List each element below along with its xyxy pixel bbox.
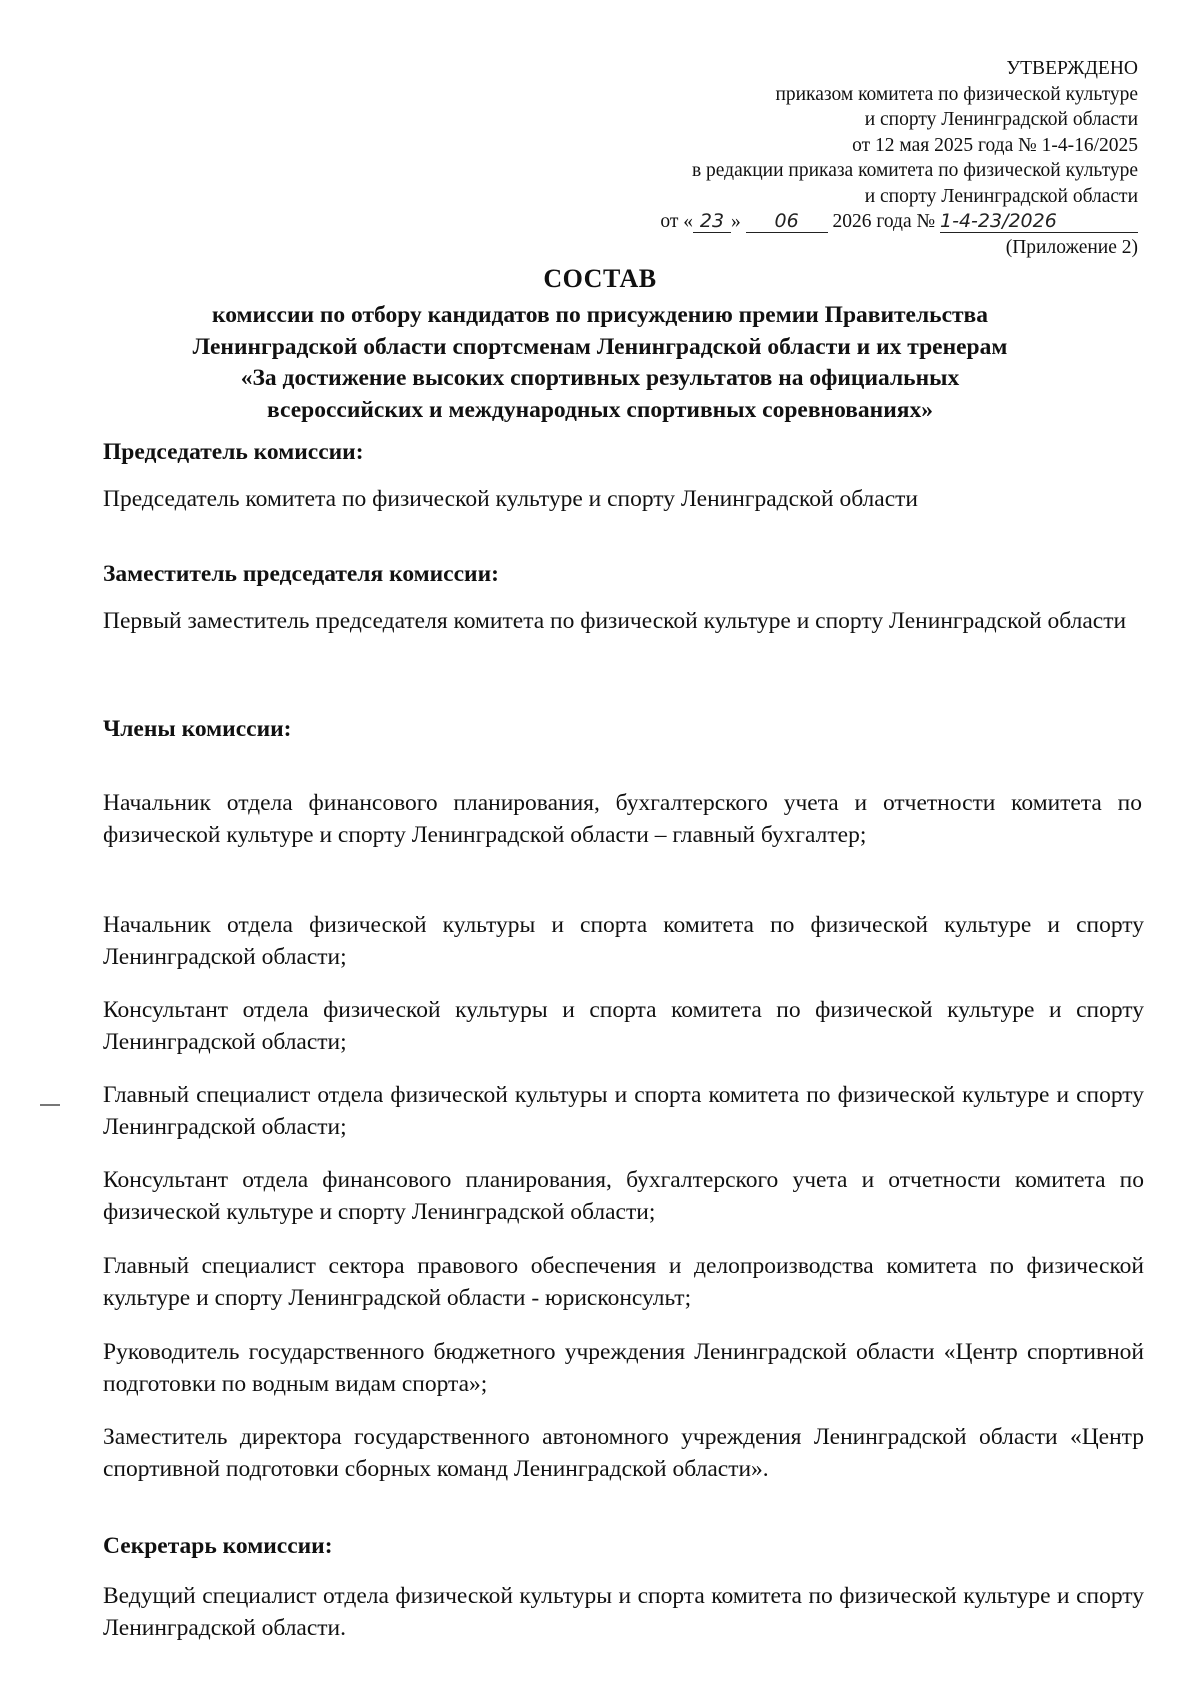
members-list: [103, 1337, 1144, 1400]
handwritten-order-number: 1-4-23/2026: [940, 210, 1138, 233]
approval-line: и спорту Ленинградской области: [864, 109, 1138, 130]
secretary-section: [103, 1531, 1144, 1644]
member-item: Начальник отдела физической культуры и спорта комитета по физической культуре и спорту Ленинградской области;: [103, 912, 1144, 970]
subtitle-line: всероссийских и международных спортивных соревнованиях»: [267, 396, 933, 423]
approval-line: и спорту Ленинградской области: [864, 185, 1138, 207]
members-list: [103, 910, 1144, 973]
margin-dash-mark: [40, 1104, 60, 1106]
appendix-label: (Приложение 2): [1005, 236, 1138, 258]
chairman-text: Председатель комитета по физической культуре и спорту Ленинградской области: [103, 486, 918, 512]
member-item: Консультант отдела финансового планирования, бухгалтерского учета и отчетности комитета по физической культуре и спорту Ленинградской области;: [103, 1167, 1144, 1225]
deputy-section: [103, 559, 1144, 638]
secretary-text: Ведущий специалист отдела физической культуры и спорта комитета по физической культуре и спорту Ленинградской области.: [103, 1583, 1144, 1641]
revision-date-line: [498, 209, 1138, 235]
subtitle-line: Ленинградской области спортсменам Ленинградской области и их тренерам: [192, 333, 1008, 360]
member-item: Начальник отдела финансового планирования, бухгалтерского учета и отчетности комитета по физической культуре и спорту Ленинградской области – главный бухгалтер;: [103, 790, 1142, 848]
members-list: [103, 1165, 1144, 1228]
secretary-heading: Секретарь комиссии:: [103, 1533, 333, 1559]
date-year: 2026 года №: [832, 211, 936, 232]
handwritten-day: 23: [693, 210, 731, 233]
member-item: Главный специалист отдела физической культуры и спорта комитета по физической культуре и спорту Ленинградской области;: [103, 1082, 1144, 1140]
approval-order-date: от 12 мая 2025 года № 1-4-16/2025: [852, 134, 1138, 156]
chairman-section: [103, 437, 1144, 516]
members-list: [103, 995, 1144, 1058]
member-item: Главный специалист сектора правового обеспечения и делопроизводства комитета по физической культуре и спорту Ленинградской области - юрисконсульт;: [103, 1253, 1144, 1311]
date-quote: »: [730, 211, 741, 232]
document-title: СОСТАВ: [543, 264, 657, 293]
members-heading: Члены комиссии:: [103, 716, 292, 742]
subtitle-line: «За достижение высоких спортивных результатов на официальных: [240, 365, 960, 391]
members-section: [103, 714, 1144, 744]
approval-line: в редакции приказа комитета по физической культуре: [691, 160, 1138, 181]
date-prefix: от «: [660, 211, 693, 232]
deputy-heading: Заместитель председателя комиссии:: [103, 561, 499, 587]
members-list: [103, 1422, 1144, 1485]
members-list: [103, 788, 1142, 851]
approval-block: [498, 56, 1138, 260]
member-item: Руководитель государственного бюджетного учреждения Ленинградской области «Центр спортивной подготовки по водным видам спорта»;: [103, 1339, 1144, 1397]
members-list: [103, 1080, 1144, 1143]
member-item: Консультант отдела физической культуры и спорта комитета по физической культуре и спорту Ленинградской области;: [103, 997, 1144, 1055]
subtitle-line: комиссии по отбору кандидатов по присуждению премии Правительства: [212, 302, 988, 328]
deputy-text: Первый заместитель председателя комитета по физической культуре и спорту Ленинградской области: [103, 608, 1127, 634]
chairman-heading: Председатель комиссии:: [103, 439, 364, 465]
member-item: Заместитель директора государственного автономного учреждения Ленинградской области «Центр спортивной подготовки сборных команд Ленинградской области».: [103, 1424, 1144, 1482]
members-list: [103, 1251, 1144, 1314]
approval-line: приказом комитета по физической культуре: [775, 83, 1138, 105]
approval-stamp-word: УТВЕРЖДЕНО: [1006, 58, 1138, 79]
document-subtitle: [100, 300, 1100, 426]
handwritten-month: 06: [746, 210, 828, 233]
